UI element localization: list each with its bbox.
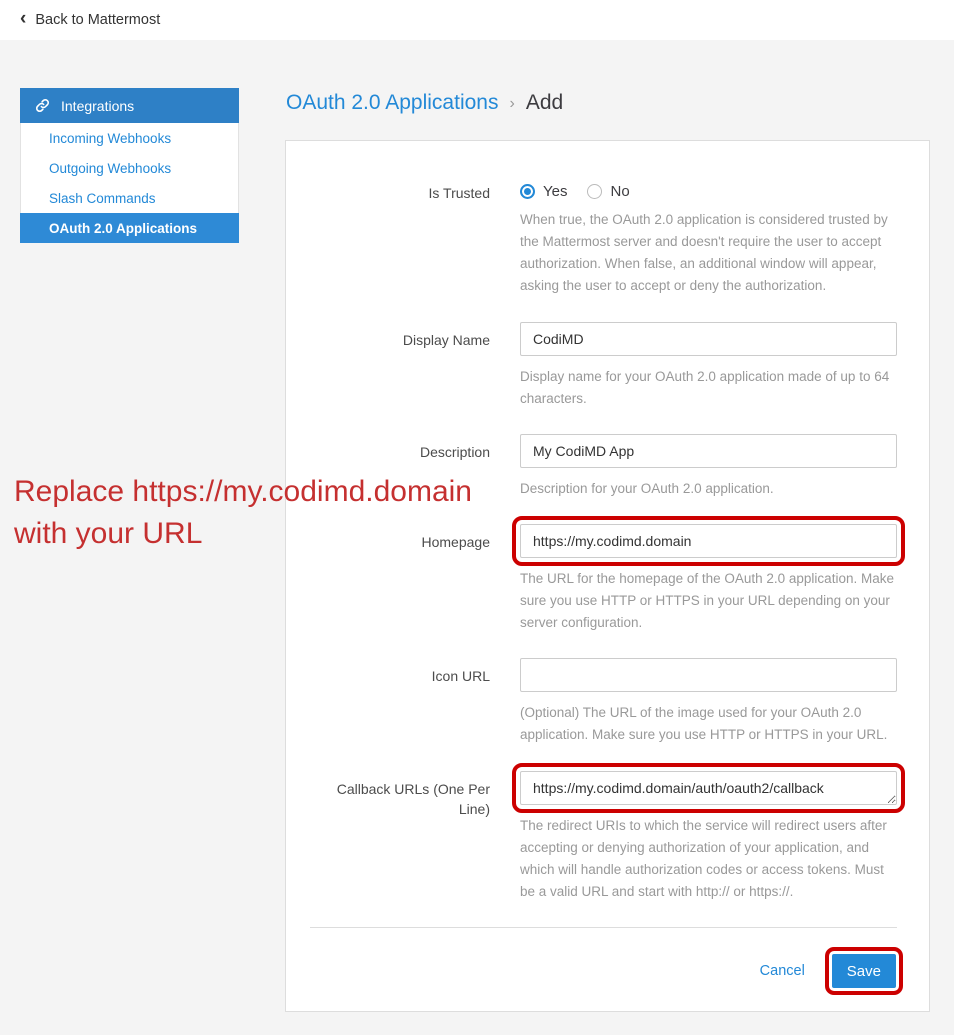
icon-url-label: Icon URL (431, 668, 490, 685)
link-icon (35, 98, 50, 113)
back-link-label: Back to Mattermost (35, 12, 161, 28)
breadcrumb (286, 91, 563, 115)
sidebar-item-slash-commands[interactable] (21, 183, 238, 213)
sidebar-list (20, 123, 239, 243)
breadcrumb-oauth-applications-link[interactable]: OAuth 2.0 Applications (286, 91, 499, 114)
homepage-input[interactable] (520, 524, 897, 558)
sidebar-item-label: Outgoing Webhooks (49, 160, 172, 176)
sidebar-item-label: Incoming Webhooks (49, 130, 172, 146)
sidebar-item-label: Slash Commands (49, 190, 156, 206)
cancel-button[interactable]: Cancel (759, 963, 805, 979)
description-input[interactable] (520, 434, 897, 468)
radio-label-yes: Yes (543, 182, 568, 200)
display-name-help-text: Display name for your OAuth 2.0 application made of up to 64 characters. (520, 368, 890, 406)
icon-url-input[interactable] (520, 658, 897, 692)
is-trusted-label: Is Trusted (428, 185, 490, 201)
description-help-text: Description for your OAuth 2.0 application. (520, 480, 774, 496)
is-trusted-radio-group (520, 177, 897, 199)
add-oauth-app-panel (285, 140, 930, 1012)
radio-unselected-icon (587, 184, 602, 199)
is-trusted-yes-radio[interactable] (520, 183, 567, 200)
radio-selected-icon (520, 184, 535, 199)
chevron-left-icon: ‹ (20, 8, 27, 29)
homepage-label: Homepage (421, 533, 490, 550)
breadcrumb-current-page: Add (525, 91, 564, 114)
sidebar-header-integrations[interactable] (20, 88, 239, 123)
breadcrumb-separator-icon: › (509, 95, 515, 112)
sidebar-item-label: OAuth 2.0 Applications (49, 220, 198, 236)
callback-urls-help-text: The redirect URIs to which the service will redirect users after accepting or denying authorization of your application, and which will handle authorization codes or access tokens. Must be a valid URL and start with http:// or https://. (520, 817, 887, 899)
icon-url-row (286, 658, 929, 746)
homepage-help-text: The URL for the homepage of the OAuth 2.0 application. Make sure you use HTTP or HTTPS in your URL depending on your server configuration. (520, 570, 894, 631)
is-trusted-row (286, 177, 929, 298)
callback-urls-label: Callback URLs (One Per Line) (336, 780, 490, 817)
sidebar-item-outgoing-webhooks[interactable] (21, 153, 238, 183)
sidebar-header-label: Integrations (61, 97, 135, 114)
display-name-label: Display Name (402, 331, 490, 348)
back-to-mattermost-link[interactable] (20, 8, 161, 29)
description-label: Description (419, 443, 490, 460)
annotation-line-1: Replace https://my.codimd.domain (14, 475, 472, 508)
form-footer (286, 928, 929, 988)
display-name-row (286, 322, 929, 410)
icon-url-help-text: (Optional) The URL of the image used for your OAuth 2.0 application. Make sure you use HTTP or HTTPS in your URL. (520, 705, 888, 743)
sidebar-item-incoming-webhooks[interactable] (21, 123, 238, 153)
is-trusted-no-radio[interactable] (587, 183, 629, 200)
top-bar (0, 0, 954, 40)
is-trusted-help-text: When true, the OAuth 2.0 application is considered trusted by the Mattermost server and doesn't require the user to accept authorization. When false, an additional window will appear, asking the user to accept or deny the authorization. (520, 212, 888, 294)
sidebar-item-oauth-applications[interactable] (20, 213, 239, 243)
radio-label-no: No (610, 182, 630, 200)
display-name-input[interactable] (520, 322, 897, 356)
callback-urls-textarea[interactable] (520, 771, 897, 805)
annotation-replace-url-note (14, 471, 472, 555)
save-button[interactable]: Save (832, 954, 896, 988)
integrations-sidebar (20, 88, 239, 243)
callback-urls-row (286, 771, 929, 904)
annotation-line-2: with your URL (14, 517, 203, 550)
